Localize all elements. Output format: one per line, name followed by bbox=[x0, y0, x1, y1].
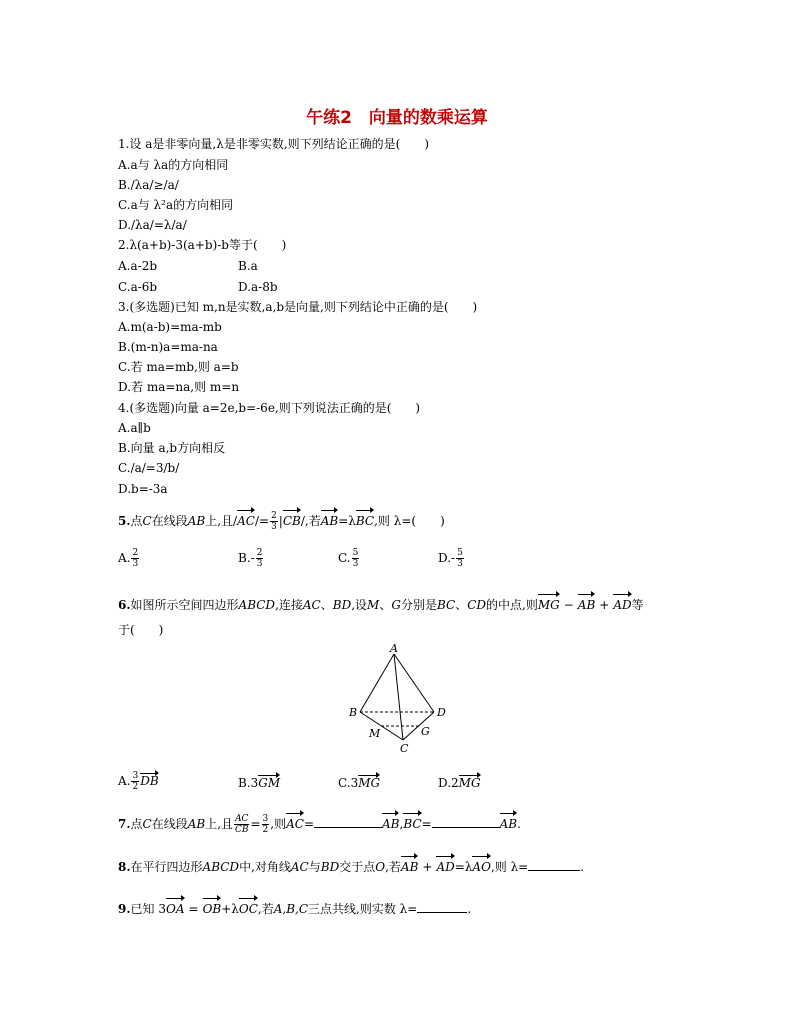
fraction-numerator: AC bbox=[235, 814, 249, 824]
q6-vector: MG bbox=[538, 593, 560, 615]
q5-number: 5. bbox=[118, 514, 131, 528]
q4-option-a: A.a∥b bbox=[118, 421, 151, 435]
q6-operator: + bbox=[599, 598, 610, 612]
q7-point: C bbox=[142, 817, 152, 831]
q8-text: ,则 λ= bbox=[490, 860, 529, 874]
q9-number: 9. bbox=[118, 902, 131, 916]
q7-text: 上,且 bbox=[205, 817, 234, 831]
label-b: B bbox=[349, 706, 358, 719]
q7-number: 7. bbox=[118, 817, 131, 831]
q6-option-b bbox=[238, 774, 280, 790]
option-sign: - bbox=[451, 551, 456, 565]
q7-answer-blank-2[interactable] bbox=[432, 817, 500, 828]
q8-segment: AC bbox=[290, 860, 309, 874]
q6-vector: AB bbox=[578, 593, 595, 615]
q2-stem: 2.λ(a+b)-3(a+b)-b等于( ) bbox=[118, 238, 287, 252]
q6-segment: CD bbox=[467, 598, 487, 612]
fraction-denominator: 3 bbox=[132, 559, 139, 569]
label-g: G bbox=[421, 725, 430, 738]
q7-vector: AB bbox=[382, 812, 399, 834]
q5-stem bbox=[118, 509, 445, 532]
q7-vector: AB bbox=[500, 812, 517, 834]
fraction-denominator: 2 bbox=[262, 825, 269, 835]
option-coefficient: 2 bbox=[451, 776, 459, 790]
q5-text: /= bbox=[254, 514, 270, 528]
q5-option-c bbox=[338, 548, 360, 569]
q8-operator: + bbox=[422, 860, 433, 874]
q1-option-c: C.a与 λ²a的方向相同 bbox=[118, 198, 234, 212]
q7-text: . bbox=[517, 817, 521, 831]
q6-point: G bbox=[391, 598, 401, 612]
q5-option-a bbox=[118, 548, 140, 569]
q8-stem bbox=[118, 855, 584, 877]
q5-vector: BC bbox=[356, 509, 374, 531]
option-sign: - bbox=[250, 551, 255, 565]
option-vector: DB bbox=[140, 774, 159, 788]
q6-shape: ABCD bbox=[238, 598, 276, 612]
q8-vector: AD bbox=[436, 855, 454, 877]
q8-vector: AB bbox=[401, 855, 418, 877]
fraction-numerator: 5 bbox=[352, 548, 359, 558]
q8-text: ,若 bbox=[385, 860, 401, 874]
q7-text: = bbox=[303, 817, 314, 831]
option-vector: MG bbox=[358, 776, 381, 790]
q9-stem bbox=[118, 897, 471, 919]
q7-answer-blank-1[interactable] bbox=[314, 817, 382, 828]
fraction-numerator: 5 bbox=[457, 548, 463, 558]
edge-ab bbox=[360, 654, 394, 712]
q7-vector: BC bbox=[403, 812, 421, 834]
q5-text: =λ bbox=[338, 514, 356, 528]
q8-text: 中,对角线 bbox=[239, 860, 291, 874]
fraction-denominator: 3 bbox=[457, 559, 463, 569]
q1-option-b: B./λa/≥/a/ bbox=[118, 178, 179, 192]
q5-text: | bbox=[278, 514, 283, 528]
q6-vector: AD bbox=[613, 593, 631, 615]
q5-segment: AB bbox=[187, 514, 206, 528]
q8-text: . bbox=[580, 860, 585, 874]
q4-option-b: B.向量 a,b方向相反 bbox=[118, 441, 226, 455]
fraction-denominator: 3 bbox=[271, 522, 277, 532]
q4-stem: 4.(多选题)向量 a=2e,b=-6e,则下列说法正确的是( ) bbox=[118, 401, 421, 415]
q8-text: 与 bbox=[308, 860, 321, 874]
q3-option-b: B.(m-n)a=ma-na bbox=[118, 340, 218, 354]
label-c: C bbox=[400, 742, 409, 755]
q6-text: 的中点,则 bbox=[486, 598, 538, 612]
label-d: D bbox=[437, 706, 446, 719]
q9-text: = bbox=[188, 902, 199, 916]
q5-text: ,则 λ=( ) bbox=[374, 514, 445, 528]
q5-text: /,若 bbox=[300, 514, 321, 528]
option-letter: D. bbox=[438, 776, 452, 790]
edge-ad bbox=[394, 654, 434, 712]
option-letter: B. bbox=[238, 551, 251, 565]
q6-segment: BD bbox=[332, 598, 352, 612]
page-title: 午练2 向量的数乘运算 bbox=[306, 108, 488, 128]
q9-vector: OB bbox=[203, 897, 222, 919]
q3-stem: 3.(多选题)已知 m,n是实数,a,b是向量,则下列结论中正确的是( ) bbox=[118, 300, 478, 314]
q6-text: 、 bbox=[379, 598, 392, 612]
q3-option-a: A.m(a-b)=ma-mb bbox=[118, 320, 222, 334]
option-vector: GM bbox=[258, 776, 281, 790]
q6-option-c bbox=[338, 774, 380, 790]
q5-option-b bbox=[238, 548, 264, 569]
q5-vector: CB bbox=[283, 509, 301, 531]
q9-answer-blank[interactable] bbox=[417, 902, 467, 913]
q6-number: 6. bbox=[118, 598, 131, 612]
fraction-denominator: 2 bbox=[132, 782, 139, 792]
q6-point: M bbox=[367, 598, 380, 612]
q6-text: 分别是 bbox=[400, 598, 437, 612]
q7-text: 在线段 bbox=[151, 817, 188, 831]
option-fraction bbox=[256, 548, 264, 569]
fraction-numerator: 2 bbox=[256, 548, 263, 558]
q8-text: =λ bbox=[454, 860, 473, 874]
q6-text: 等 bbox=[631, 598, 644, 612]
q4-option-d: D.b=-3a bbox=[118, 482, 168, 496]
q6-option-d bbox=[438, 774, 481, 790]
q9-text: 三点共线,则实数 λ= bbox=[308, 902, 418, 916]
q9-text: 已知 3 bbox=[130, 902, 166, 916]
q7-vector: AC bbox=[286, 812, 304, 834]
q6-stem bbox=[118, 593, 644, 615]
fraction-numerator: 2 bbox=[132, 548, 139, 558]
option-fraction bbox=[131, 548, 139, 569]
q7-text: ,则 bbox=[270, 817, 287, 831]
q1-option-a: A.a与 λa的方向相同 bbox=[118, 158, 229, 172]
q9-vector: OC bbox=[239, 897, 258, 919]
q2-option-c: C.a-6b bbox=[118, 280, 158, 294]
q2-option-b: B.a bbox=[238, 259, 258, 273]
q6-text: ,设 bbox=[351, 598, 368, 612]
q7-text: 点 bbox=[130, 817, 143, 831]
q6-text: 、 bbox=[320, 598, 333, 612]
q5-fraction bbox=[270, 511, 278, 532]
q6-segment: BC bbox=[436, 598, 456, 612]
q9-text: +λ bbox=[221, 902, 239, 916]
q9-text: . bbox=[467, 902, 472, 916]
q5-option-d bbox=[438, 548, 465, 569]
q8-segment: BD bbox=[320, 860, 340, 874]
q7-ratio bbox=[234, 814, 249, 835]
q9-vector: OA bbox=[166, 897, 185, 919]
q7-text: = bbox=[250, 817, 261, 831]
q1-option-d: D./λa/=λ/a/ bbox=[118, 218, 187, 232]
q2-option-a: A.a-2b bbox=[118, 259, 158, 273]
fraction-denominator: CB bbox=[235, 825, 249, 835]
q1-stem: 1.设 a是非零向量,λ是非零实数,则下列结论正确的是( ) bbox=[118, 137, 430, 151]
option-coefficient: 3 bbox=[250, 776, 259, 790]
q8-vector: AO bbox=[472, 855, 491, 877]
q9-points: A,B,C bbox=[273, 902, 309, 916]
tetrahedron-figure bbox=[340, 642, 460, 757]
q8-number: 8. bbox=[118, 860, 131, 874]
q6-line2: 于( ) bbox=[118, 623, 164, 637]
option-letter: D. bbox=[438, 551, 452, 565]
option-vector: MG bbox=[458, 776, 481, 790]
q7-segment: AB bbox=[187, 817, 206, 831]
option-fraction bbox=[456, 548, 464, 569]
q7-text: , bbox=[399, 817, 404, 831]
q5-vector: AB bbox=[321, 509, 338, 531]
fraction-denominator: 3 bbox=[256, 559, 263, 569]
q8-shape: ABCD bbox=[202, 860, 240, 874]
q8-text: 交于点 bbox=[339, 860, 376, 874]
q5-text: 在线段 bbox=[151, 514, 188, 528]
fraction-numerator: 2 bbox=[271, 511, 277, 521]
q2-option-d: D.a-8b bbox=[238, 280, 278, 294]
q3-option-c: C.若 ma=mb,则 a=b bbox=[118, 360, 239, 374]
option-coefficient bbox=[131, 771, 139, 792]
fraction-denominator: 3 bbox=[352, 559, 359, 569]
q6-operator: − bbox=[563, 598, 574, 612]
q6-text: 、 bbox=[455, 598, 468, 612]
q5-text: 点 bbox=[130, 514, 143, 528]
q8-answer-blank[interactable] bbox=[528, 860, 580, 871]
q5-point: C bbox=[142, 514, 152, 528]
option-letter: C. bbox=[338, 776, 351, 790]
q7-ratio-value bbox=[262, 814, 270, 835]
q6-text: ,连接 bbox=[275, 598, 303, 612]
label-m: M bbox=[369, 727, 381, 740]
q6-option-a bbox=[118, 771, 159, 792]
q9-text: ,若 bbox=[257, 902, 274, 916]
label-a: A bbox=[390, 642, 398, 655]
q5-vector: AC bbox=[237, 509, 255, 531]
q5-text: 上,且/ bbox=[205, 514, 238, 528]
q8-point: O bbox=[375, 860, 386, 874]
edge-ac bbox=[394, 654, 403, 740]
q6-text: 如图所示空间四边形 bbox=[130, 598, 239, 612]
q8-text: 在平行四边形 bbox=[130, 860, 203, 874]
option-letter: C. bbox=[338, 551, 351, 565]
option-letter: A. bbox=[118, 774, 131, 788]
option-fraction bbox=[352, 548, 360, 569]
fraction-numerator: 3 bbox=[132, 771, 139, 781]
q4-option-c: C./a/=3/b/ bbox=[118, 461, 180, 475]
option-letter: A. bbox=[118, 551, 131, 565]
q6-segment: AC bbox=[302, 598, 321, 612]
q7-text: = bbox=[421, 817, 432, 831]
q7-stem bbox=[118, 812, 521, 835]
option-coefficient: 3 bbox=[350, 776, 359, 790]
fraction-numerator: 3 bbox=[262, 814, 269, 824]
option-letter: B. bbox=[238, 776, 251, 790]
q3-option-d: D.若 ma=na,则 m=n bbox=[118, 380, 240, 394]
